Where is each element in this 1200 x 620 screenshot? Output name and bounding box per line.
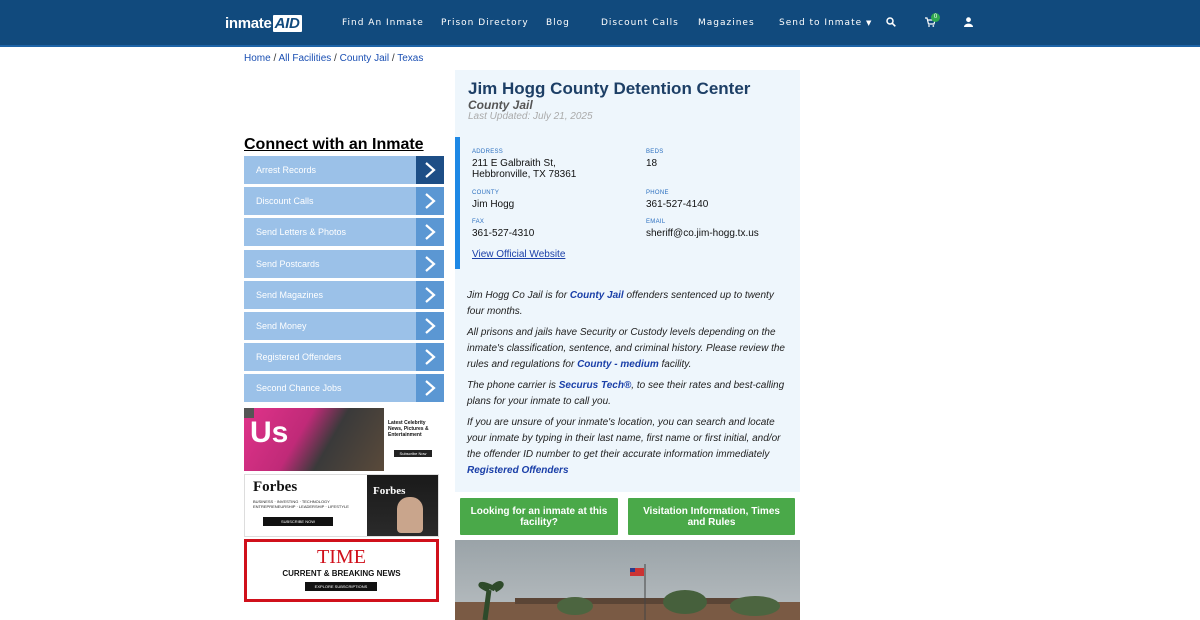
- ad-forbes-cover: [367, 475, 439, 537]
- sidebar-menu: [244, 156, 444, 406]
- beds-value: 18: [646, 158, 658, 169]
- ad-forbes-logo: Forbes: [253, 479, 298, 495]
- county-value: Jim Hogg: [472, 199, 515, 210]
- email-label: EMAIL: [646, 219, 666, 225]
- connect-title: Connect with an Inmate: [244, 136, 424, 153]
- sidebar-item-label: Registered Offenders: [256, 352, 342, 363]
- sidebar-item-label: Second Chance Jobs: [256, 383, 342, 394]
- facility-photo: [455, 540, 800, 620]
- sidebar-item-label: Discount Calls: [256, 196, 314, 207]
- breadcrumb-all-facilities[interactable]: All Facilities: [278, 53, 332, 64]
- sidebar-item-send-magazines[interactable]: [244, 281, 444, 309]
- fax-label: FAX: [472, 219, 485, 225]
- site-logo[interactable]: [225, 14, 302, 32]
- visitation-info-button[interactable]: Visitation Information, Times and Rules: [628, 498, 795, 535]
- logo-text: inmate: [225, 14, 272, 32]
- ad-us-weekly[interactable]: [244, 408, 439, 471]
- nav-discount-calls[interactable]: Discount Calls: [601, 18, 679, 28]
- breadcrumb-county-jail[interactable]: County Jail: [339, 53, 390, 64]
- facility-title: Jim Hogg County Detention Center: [468, 79, 751, 98]
- chevron-right-icon: [416, 281, 444, 309]
- desc-text: If you are unsure of your inmate's location, you can search and locate your inmate by typing in their last name, first name or first initial, and/or the offender ID number to get their accurate information immediately: [467, 417, 781, 460]
- nav-find-inmate[interactable]: Find An Inmate: [342, 18, 424, 28]
- beds-label: BEDS: [646, 149, 664, 155]
- last-updated: Last Updated: July 21, 2025: [468, 111, 593, 122]
- description-p2: [467, 325, 787, 373]
- chevron-right-icon: [416, 312, 444, 340]
- find-inmate-button[interactable]: Looking for an inmate at this facility?: [460, 498, 618, 535]
- description-p4: [467, 415, 787, 479]
- phone-label: PHONE: [646, 190, 669, 196]
- sidebar-item-label: Arrest Records: [256, 165, 317, 175]
- ad-us-logo: Us: [250, 416, 289, 449]
- desc-text: , to see their rates and best-calling plans for your inmate to call you.: [467, 380, 785, 407]
- chevron-right-icon: [416, 187, 444, 215]
- ad-time[interactable]: [244, 539, 439, 602]
- breadcrumb: Home / All Facilities / County Jail / Texas: [244, 53, 424, 64]
- registered-offenders-link[interactable]: Registered Offenders: [467, 465, 569, 476]
- chevron-right-icon: [416, 343, 444, 371]
- address-line-2: Hebbronville, TX 78361: [472, 169, 577, 180]
- nav-prison-directory[interactable]: Prison Directory: [441, 18, 529, 28]
- ad-time-cta: EXPLORE SUBSCRIPTIONS: [305, 582, 377, 591]
- ad-forbes[interactable]: [244, 474, 439, 537]
- securus-link[interactable]: Securus Tech®: [558, 380, 632, 391]
- ad-forbes-cover-title: Forbes: [373, 485, 406, 497]
- cart-count-badge: 0: [931, 13, 940, 22]
- facility-type: County Jail: [468, 98, 533, 112]
- desc-text: facility.: [658, 359, 692, 370]
- breadcrumb-home[interactable]: Home: [244, 53, 271, 64]
- sidebar-item-label: Send Letters & Photos: [256, 227, 347, 238]
- sidebar-item-discount-calls[interactable]: [244, 187, 444, 215]
- top-navbar: [0, 0, 1200, 47]
- caret-down-icon: ▼: [866, 19, 873, 27]
- sidebar-item-second-chance-jobs[interactable]: [244, 374, 444, 402]
- desc-text: Jim Hogg Co Jail is for: [467, 290, 570, 301]
- county-jail-link[interactable]: County Jail: [569, 290, 624, 301]
- logo-aid: AID: [274, 14, 300, 32]
- ad-us-cta: Subscribe Now: [394, 450, 432, 457]
- search-icon[interactable]: [886, 17, 896, 30]
- county-medium-link[interactable]: County - medium: [577, 359, 659, 370]
- phone-value[interactable]: 361-527-4140: [646, 199, 709, 210]
- chevron-right-icon: [416, 374, 444, 402]
- email-value[interactable]: sheriff@co.jim-hogg.tx.us: [646, 228, 759, 239]
- nav-blog[interactable]: Blog: [546, 18, 570, 28]
- chevron-right-icon: [416, 250, 444, 278]
- sidebar-item-arrest-records[interactable]: [244, 156, 444, 184]
- ad-time-tagline: CURRENT & BREAKING NEWS: [282, 569, 401, 578]
- nav-send-to-inmate[interactable]: [779, 18, 872, 28]
- ad-us-tagline: Latest Celebrity News, Pictures & Entertainment: [388, 420, 429, 438]
- sidebar-item-registered-offenders[interactable]: [244, 343, 444, 371]
- ad-forbes-tagline: BUSINESS · INVESTING · TECHNOLOGY ENTREPRENEURSHIP · LEADERSHIP · LIFESTYLE: [253, 499, 349, 509]
- nav-send-label: Send to Inmate: [779, 18, 863, 28]
- chevron-right-icon: [416, 156, 444, 184]
- sidebar-item-send-letters[interactable]: [244, 218, 444, 246]
- description-p1: [467, 288, 787, 320]
- sidebar-item-label: Send Postcards: [256, 258, 320, 269]
- official-website-link[interactable]: View Official Website: [472, 249, 566, 260]
- description-p3: [467, 378, 787, 410]
- address-label: ADDRESS: [472, 149, 504, 155]
- sidebar-item-send-money[interactable]: [244, 312, 444, 340]
- county-label: COUNTY: [472, 190, 500, 196]
- chevron-right-icon: [416, 218, 444, 246]
- nav-magazines[interactable]: Magazines: [698, 18, 755, 28]
- desc-text: offenders sentenced up to twenty four months.: [467, 290, 774, 317]
- address-line-1: 211 E Galbraith St,: [472, 158, 556, 169]
- fax-value: 361-527-4310: [472, 228, 535, 239]
- user-icon[interactable]: [964, 17, 973, 30]
- sidebar-item-send-postcards[interactable]: [244, 250, 444, 278]
- desc-text: The phone carrier is: [467, 380, 559, 391]
- desc-text: All prisons and jails have Security or Custody levels depending on the inmate's classification, sentence, and criminal history. Please review the rules and regulations for: [467, 327, 785, 370]
- sidebar-item-label: Send Money: [256, 320, 307, 331]
- ad-forbes-cta: SUBSCRIBE NOW: [263, 517, 333, 526]
- sidebar-item-label: Send Magazines: [256, 289, 324, 300]
- breadcrumb-texas[interactable]: Texas: [397, 53, 424, 64]
- ad-time-logo: TIME: [317, 546, 366, 568]
